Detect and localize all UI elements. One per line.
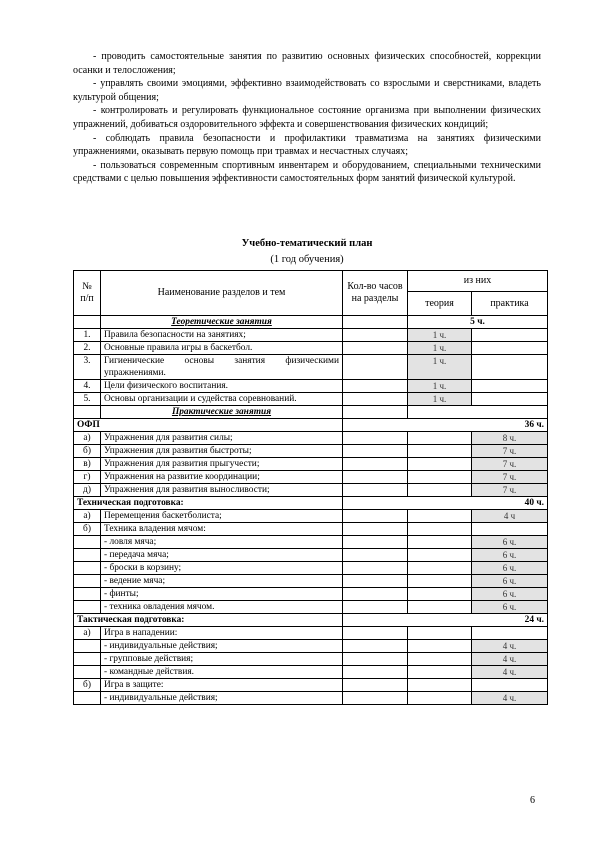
section-title: ОФП: [74, 419, 343, 432]
theory-cell: [408, 588, 472, 601]
page-number: 6: [530, 795, 535, 806]
hours-cell: [343, 316, 408, 329]
theory-hours: 1 ч.: [408, 329, 472, 342]
hours-cell: [343, 653, 408, 666]
intro-paragraph: - управлять своими эмоциями, эффективно взаимодействовать со взрослыми и сверстниками, владеть культурой общения;: [73, 78, 541, 103]
topic-name: Цели физического воспитания.: [101, 380, 343, 393]
row-number: б): [74, 445, 101, 458]
intro-paragraph: - пользоваться современным спортивным инвентарем и оборудованием, специальными техническими средствами с целью повышения эффективности самостоятельных форм занятий физической культурой.: [73, 159, 541, 185]
section-title: Практические занятия: [101, 406, 343, 419]
table-row: [74, 510, 548, 523]
section-title: Теоретические занятия: [101, 316, 343, 329]
row-number: г): [74, 471, 101, 484]
row-number: 3.: [74, 355, 101, 380]
section-title: Техническая подготовка:: [74, 497, 343, 510]
table-row: [74, 471, 548, 484]
theory-hours: 1 ч.: [408, 355, 472, 380]
intro-text: [73, 50, 541, 186]
practice-hours: 4 ч.: [472, 692, 548, 705]
practice-cell: [472, 355, 548, 380]
row-number: [74, 601, 101, 614]
table-row: [74, 549, 548, 562]
row-number: а): [74, 510, 101, 523]
practice-hours: 7 ч.: [472, 445, 548, 458]
section-hours: 40 ч.: [343, 497, 548, 510]
theory-cell: [408, 562, 472, 575]
topic-name: Упражнения на развитие координации;: [101, 471, 343, 484]
topic-name: - броски в корзину;: [101, 562, 343, 575]
table-row: [74, 406, 548, 419]
hours-cell: [343, 536, 408, 549]
theory-cell: [408, 692, 472, 705]
table-row: [74, 679, 548, 692]
header-of-them: из них: [408, 271, 548, 292]
hours-cell: [343, 562, 408, 575]
topic-name: Основные правила игры в баскетбол.: [101, 342, 343, 355]
hours-cell: [343, 393, 408, 406]
intro-paragraph: - контролировать и регулировать функциональное состояние организма при выполнении физических упражнений, добиваться оздоровительного эффекта и совершенствования физических кондиций;: [73, 105, 541, 130]
table-row: [74, 316, 548, 329]
theory-cell: [408, 575, 472, 588]
theory-cell: [408, 523, 472, 536]
theory-cell: [408, 536, 472, 549]
theory-cell: [408, 471, 472, 484]
topic-name: Правила безопасности на занятиях;: [101, 329, 343, 342]
table-header: [74, 271, 548, 316]
table-row: [74, 342, 548, 355]
practice-hours: 4 ч.: [472, 640, 548, 653]
topic-name: Упражнения для развития выносливости;: [101, 484, 343, 497]
header-practice: практика: [472, 292, 548, 316]
plan-subtitle: (1 год обучения): [270, 254, 344, 265]
header-num: № п/п: [74, 271, 101, 316]
practice-hours: 4 ч.: [472, 653, 548, 666]
row-number: [74, 562, 101, 575]
hours-cell: [343, 666, 408, 679]
topic-name: Основы организации и судейства соревнований.: [101, 393, 343, 406]
section-hours: 5 ч.: [408, 316, 548, 329]
row-number: [74, 575, 101, 588]
section-hours: 36 ч.: [343, 419, 548, 432]
row-num-cell: [74, 406, 101, 419]
practice-hours: 7 ч.: [472, 471, 548, 484]
theory-cell: [408, 510, 472, 523]
hours-cell: [343, 458, 408, 471]
topic-name: - финты;: [101, 588, 343, 601]
practice-cell: [472, 393, 548, 406]
theory-cell: [408, 445, 472, 458]
table-body: [74, 316, 548, 705]
theory-cell: [408, 627, 472, 640]
row-number: [74, 536, 101, 549]
practice-hours: [472, 627, 548, 640]
theory-cell: [408, 458, 472, 471]
topic-name: Упражнения для развития быстроты;: [101, 445, 343, 458]
row-number: 2.: [74, 342, 101, 355]
practice-cell: [472, 342, 548, 355]
topic-name: Техника владения мячом:: [101, 523, 343, 536]
intro-paragraph: - соблюдать правила безопасности и профилактики травматизма на занятиях физическими упражнениями, оказывать первую помощь при травмах и несчастных случаях;: [73, 132, 541, 158]
table-row: [74, 458, 548, 471]
table-row: [74, 536, 548, 549]
theory-hours: 1 ч.: [408, 342, 472, 355]
table-row: [74, 380, 548, 393]
table-row: [74, 329, 548, 342]
practice-hours: 6 ч.: [472, 536, 548, 549]
topic-name: Упражнения для развития прыгучести;: [101, 458, 343, 471]
topic-name: Перемещения баскетболиста;: [101, 510, 343, 523]
practice-hours: 6 ч.: [472, 549, 548, 562]
table-row: [74, 355, 548, 380]
hours-cell: [343, 380, 408, 393]
row-number: в): [74, 458, 101, 471]
practice-hours: 6 ч.: [472, 575, 548, 588]
hours-cell: [343, 679, 408, 692]
row-number: а): [74, 432, 101, 445]
row-number: б): [74, 679, 101, 692]
topic-name: - техника овладения мячом.: [101, 601, 343, 614]
hours-cell: [343, 406, 408, 419]
topic-name: Гигиенические основы занятия физическими упражнениями.: [101, 355, 343, 380]
hours-cell: [343, 445, 408, 458]
theory-cell: [408, 432, 472, 445]
row-number: [74, 666, 101, 679]
topic-name: - ведение мяча;: [101, 575, 343, 588]
table-row: [74, 562, 548, 575]
theory-cell: [408, 549, 472, 562]
intro-paragraph: - проводить самостоятельные занятия по развитию основных физических способностей, коррекции осанки и телосложения;: [73, 51, 541, 76]
table-row: [74, 575, 548, 588]
hours-cell: [343, 484, 408, 497]
table-row: [74, 419, 548, 432]
practice-cell: [472, 380, 548, 393]
header-hours: Кол-во часов на разделы: [343, 271, 408, 316]
row-number: [74, 588, 101, 601]
row-number: 4.: [74, 380, 101, 393]
hours-cell: [343, 355, 408, 380]
theory-cell: [408, 653, 472, 666]
practice-hours: 4 ч: [472, 510, 548, 523]
hours-cell: [343, 640, 408, 653]
table-row: [74, 640, 548, 653]
table-row: [74, 484, 548, 497]
theory-cell: [408, 640, 472, 653]
row-number: 5.: [74, 393, 101, 406]
practice-hours: 8 ч.: [472, 432, 548, 445]
hours-cell: [343, 692, 408, 705]
hours-cell: [343, 342, 408, 355]
topic-name: Игра в защите:: [101, 679, 343, 692]
topic-name: - индивидуальные действия;: [101, 640, 343, 653]
plan-title: Учебно-тематический план: [241, 238, 373, 249]
topic-name: - индивидуальные действия;: [101, 692, 343, 705]
hours-cell: [343, 432, 408, 445]
table-row: [74, 523, 548, 536]
theory-cell: [408, 666, 472, 679]
hours-cell: [343, 523, 408, 536]
row-num-cell: [74, 316, 101, 329]
topic-name: - групповые действия;: [101, 653, 343, 666]
topic-name: - командные действия.: [101, 666, 343, 679]
practice-hours: 7 ч.: [472, 458, 548, 471]
theory-cell: [408, 601, 472, 614]
topic-name: Игра в нападении:: [101, 627, 343, 640]
hours-cell: [343, 601, 408, 614]
hours-cell: [343, 329, 408, 342]
table-row: [74, 393, 548, 406]
table-row: [74, 432, 548, 445]
row-number: [74, 653, 101, 666]
header-name: Наименование разделов и тем: [101, 271, 343, 316]
topic-name: Упражнения для развития силы;: [101, 432, 343, 445]
practice-hours: [472, 523, 548, 536]
hours-cell: [343, 575, 408, 588]
header-theory: теория: [408, 292, 472, 316]
section-hours: 24 ч.: [343, 614, 548, 627]
hours-cell: [343, 627, 408, 640]
row-number: б): [74, 523, 101, 536]
hours-cell: [343, 588, 408, 601]
theory-cell: [408, 679, 472, 692]
table-row: [74, 692, 548, 705]
table-row: [74, 588, 548, 601]
practice-cell: [472, 329, 548, 342]
topic-name: - ловля мяча;: [101, 536, 343, 549]
row-number: [74, 692, 101, 705]
practice-hours: 6 ч.: [472, 562, 548, 575]
table-row: [74, 445, 548, 458]
practice-hours: 7 ч.: [472, 484, 548, 497]
hours-cell: [343, 510, 408, 523]
row-number: д): [74, 484, 101, 497]
table-row: [74, 497, 548, 510]
theory-hours: 1 ч.: [408, 393, 472, 406]
practice-hours: [472, 679, 548, 692]
theory-cell: [408, 484, 472, 497]
row-number: [74, 549, 101, 562]
topic-name: - передача мяча;: [101, 549, 343, 562]
practice-hours: 6 ч.: [472, 588, 548, 601]
row-number: а): [74, 627, 101, 640]
practice-hours: 6 ч.: [472, 601, 548, 614]
table-row: [74, 666, 548, 679]
table-row: [74, 653, 548, 666]
practice-hours: 4 ч.: [472, 666, 548, 679]
row-number: [74, 640, 101, 653]
hours-cell: [343, 471, 408, 484]
table-row: [74, 601, 548, 614]
section-title: Тактическая подготовка:: [74, 614, 343, 627]
theory-hours: 1 ч.: [408, 380, 472, 393]
table-row: [74, 614, 548, 627]
section-hours: [408, 406, 548, 419]
hours-cell: [343, 549, 408, 562]
table-row: [74, 627, 548, 640]
row-number: 1.: [74, 329, 101, 342]
curriculum-table: [73, 270, 548, 705]
